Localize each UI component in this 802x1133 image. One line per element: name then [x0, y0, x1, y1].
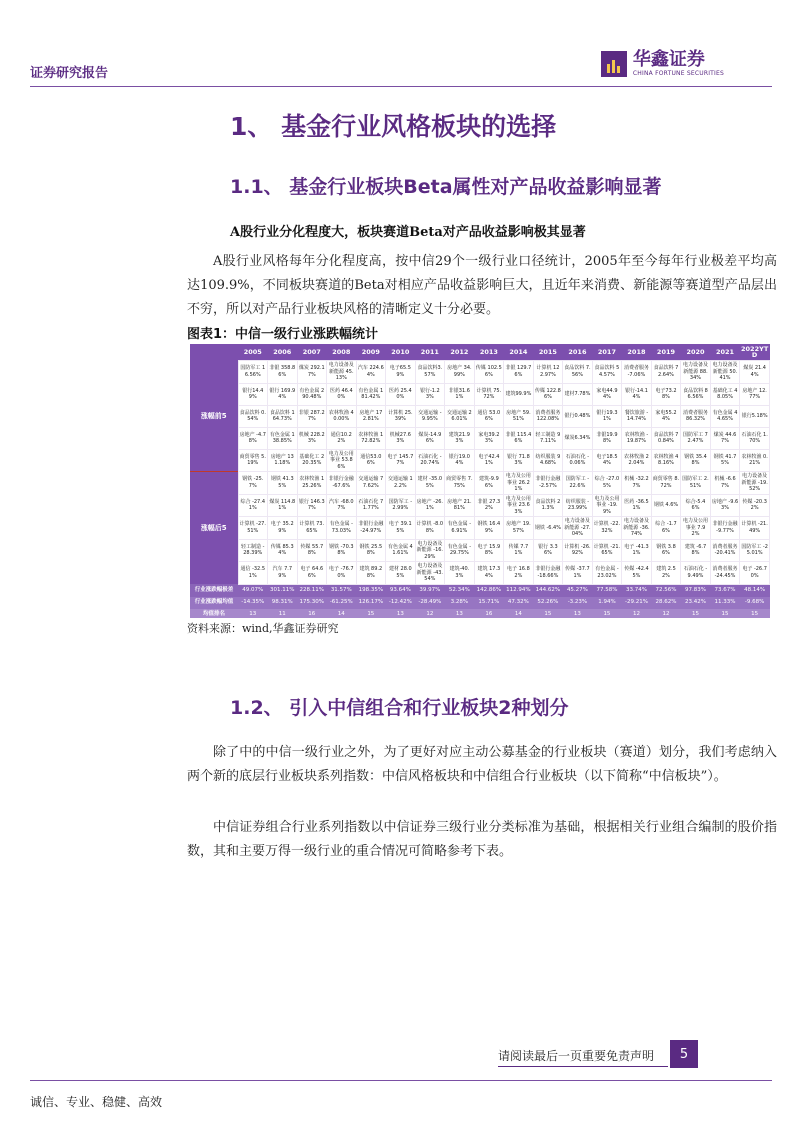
summary-row-label: 均值排名: [190, 609, 238, 619]
table-cell: 非银行金融 -9.77%: [710, 517, 740, 540]
table-cell: 机械 228.23%: [297, 427, 327, 449]
table-cell: 汽车 7.79%: [268, 562, 298, 585]
table-cell: 传媒 -20.32%: [740, 494, 770, 517]
table-cell: 消费者服务 -7.06%: [622, 361, 652, 384]
table-cell: 房地产 -9.63%: [710, 494, 740, 517]
table-cell: 计算机 25.39%: [386, 405, 416, 427]
table-cell: 农林牧渔 40.00%: [327, 405, 357, 427]
table-cell: 有色金属 -6.91%: [445, 517, 475, 540]
table-cell: 计算机 -27.51%: [238, 517, 268, 540]
table-cell: 轻工制造 -28.39%: [238, 539, 268, 562]
summary-cell: 98.31%: [268, 597, 298, 609]
table-cell: 消费者服务 -20.41%: [710, 539, 740, 562]
table-cell: 煤炭 114.81%: [268, 494, 298, 517]
table-cell: 电子65.59%: [386, 361, 416, 384]
table-cell: 基础化工 48.05%: [710, 383, 740, 405]
table-cell: 消费者服务 122.08%: [533, 405, 563, 427]
table-cell: 银行19.31%: [592, 405, 622, 427]
table-cell: 房地产 59.51%: [504, 405, 534, 427]
table-cell: 电力设备及新能源 -19.52%: [741, 473, 768, 492]
summary-cell: 15: [356, 609, 386, 619]
summary-cell: 13: [238, 609, 268, 619]
table-cell: 银行14.49%: [238, 383, 268, 405]
table-cell: 非银 287.27%: [297, 405, 327, 427]
year-header: 2020: [681, 344, 711, 361]
table-cell: 通信10.22%: [327, 427, 357, 449]
table-cell: 商贸零售 7.75%: [445, 472, 475, 495]
table-cell: 房地产 -26.1%: [415, 494, 445, 517]
table-cell: 消费者服务 -24.45%: [710, 562, 740, 585]
table-cell: 食品饮料 86.56%: [681, 383, 711, 405]
section-1-2-paragraph-1: 除了中的中信一级行业之外，为了更好对应主动公募基金的行业板块（赛道）划分，我们考虑纳入两个新的底层行业板块系列指数：中信风格板块和中信组合行业板块（以下简称“中信板块”）。: [187, 745, 777, 784]
table-cell: 国防军工 72.47%: [681, 427, 711, 449]
table-cell: 石油石化 -20.74%: [415, 449, 445, 472]
summary-cell: 73.67%: [710, 584, 740, 597]
table-cell: 有色金属 181.42%: [356, 383, 386, 405]
table-cell: 非银19.98%: [592, 427, 622, 449]
table-cell: 电力及公用事业 26.21%: [504, 472, 534, 495]
table-cell: 食品饮料 54.57%: [592, 361, 622, 384]
year-header: 2007: [297, 344, 327, 361]
table-cell: 电子 -41.31%: [622, 539, 652, 562]
summary-cell: 11: [268, 609, 298, 619]
table-cell: 石油石化 -9.49%: [681, 562, 711, 585]
table-cell: 钢铁 -25.7%: [238, 472, 268, 495]
summary-cell: 15: [533, 609, 563, 619]
table-cell: 银行5.18%: [740, 405, 770, 427]
year-header: 2022YTD: [741, 344, 769, 359]
table-cell: 钢铁 25.58%: [356, 539, 386, 562]
summary-cell: 1.94%: [592, 597, 622, 609]
summary-cell: 15.71%: [474, 597, 504, 609]
table-cell: 房地产 34.99%: [445, 361, 475, 384]
table-cell: 计算机 -21.49%: [740, 517, 770, 540]
summary-cell: 228.11%: [297, 584, 327, 597]
table-cell: 家电39.23%: [474, 427, 504, 449]
summary-cell: 3.28%: [445, 597, 475, 609]
table-cell: 有色金属 44.65%: [710, 405, 740, 427]
table-cell: 石油石化 71.77%: [356, 494, 386, 517]
summary-row-label: 行业涨跌幅极差: [190, 584, 238, 597]
summary-cell: 142.86%: [474, 584, 504, 597]
summary-cell: 198.35%: [356, 584, 386, 597]
table-cell: 医药 -36.51%: [622, 494, 652, 517]
table-cell: 电力及公用事业 53.86%: [327, 449, 357, 472]
table-cell: 家电44.94%: [592, 383, 622, 405]
table-cell: 电子73.28%: [651, 383, 681, 405]
table-cell: 钢铁 -6.4%: [533, 517, 563, 540]
table-cell: 电子 -26.70%: [740, 562, 770, 585]
table-cell: 非银行金融 -24.97%: [356, 517, 386, 540]
table-cell: 非银31.61%: [445, 383, 475, 405]
year-header: 2015: [533, 344, 563, 361]
table-cell: 传媒 85.34%: [268, 539, 298, 562]
summary-cell: 49.07%: [238, 584, 268, 597]
table-cell: 综合-5.46%: [681, 494, 711, 517]
table-cell: 煤炭 44.67%: [710, 427, 740, 449]
year-header: 2016: [563, 344, 593, 361]
table-cell: 电力设备及新能源 -27.04%: [564, 518, 591, 537]
table-cell: 银行0.48%: [563, 405, 593, 427]
summary-cell: 48.14%: [740, 584, 770, 597]
year-header: 2011: [415, 344, 445, 361]
table-cell: 食品饮料 164.73%: [268, 405, 298, 427]
table-cell: 商贸零售 5.19%: [238, 449, 268, 472]
year-header: 2019: [651, 344, 681, 361]
table-cell: 国防军工 -22.6%: [563, 472, 593, 495]
summary-cell: 47.32%: [504, 597, 534, 609]
table-cell: 钢铁 41.75%: [710, 449, 740, 472]
table-cell: 建筑 89.28%: [356, 562, 386, 585]
table-cell: 建筑 17.34%: [474, 562, 504, 585]
summary-cell: -9.68%: [740, 597, 770, 609]
table-cell: 食品饮料 0.54%: [238, 405, 268, 427]
table-cell: 农林牧渔 125.26%: [297, 472, 327, 495]
table-cell: 有色金属 290.48%: [297, 383, 327, 405]
table-cell: 计算机 -21.65%: [592, 539, 622, 562]
table-cell: 房地产 12.77%: [740, 383, 770, 405]
table-cell: 钢铁 3.86%: [651, 539, 681, 562]
summary-cell: 45.27%: [563, 584, 593, 597]
table-cell: 银行 71.83%: [504, 449, 534, 472]
table-cell: 银行 146.37%: [297, 494, 327, 517]
table-cell: 房地产 19.57%: [504, 517, 534, 540]
table-cell: 农林牧渔 172.82%: [356, 427, 386, 449]
table-cell: 石油石化 1.70%: [740, 427, 770, 449]
table-cell: 电子 145.77%: [386, 449, 416, 472]
table-cell: 传媒 55.78%: [297, 539, 327, 562]
table-cell: 钢铁 -70.38%: [327, 539, 357, 562]
table-cell: 电子 64.66%: [297, 562, 327, 585]
table-cell: 机械 -6.67%: [710, 472, 740, 495]
table-cell: 食品饮料3.57%: [415, 361, 445, 384]
table-cell: 电子 39.15%: [386, 517, 416, 540]
summary-cell: 23.42%: [681, 597, 711, 609]
summary-cell: 93.64%: [386, 584, 416, 597]
table-cell: 电子 15.98%: [474, 539, 504, 562]
table-cell: 交通运输 77.62%: [356, 472, 386, 495]
table-cell: 电子 -76.70%: [327, 562, 357, 585]
summary-cell: 14: [504, 609, 534, 619]
table-cell: 交通运输 12.2%: [386, 472, 416, 495]
summary-cell: 15: [710, 609, 740, 619]
table-cell: 食品饮料 7.56%: [563, 361, 593, 384]
table-cell: 电力及公用事业 23.63%: [504, 494, 534, 517]
table-cell: 传媒 102.56%: [474, 361, 504, 384]
table-cell: 石油石化 -0.06%: [563, 449, 593, 472]
table-cell: 电力设备及新能源 -16.29%: [416, 540, 444, 560]
table-cell: 基础化工 220.35%: [297, 449, 327, 472]
year-header: 2013: [474, 344, 504, 361]
table-cell: 综合 -27.05%: [592, 472, 622, 495]
table-cell: 医药 46.40%: [327, 383, 357, 405]
summary-cell: 16: [297, 609, 327, 619]
year-header: 2005: [238, 344, 268, 361]
table-cell: 传媒 122.86%: [533, 383, 563, 405]
table-cell: 有色金属 -23.02%: [592, 562, 622, 585]
table-cell: 有色金属 -29.75%: [445, 539, 475, 562]
logo-icon: [601, 51, 627, 77]
summary-cell: -12.42%: [386, 597, 416, 609]
summary-row-label: 行业涨跌幅均值: [190, 597, 238, 609]
table-cell: 纺织服装 -23.99%: [563, 494, 593, 517]
table-cell: 银行19.04%: [445, 449, 475, 472]
table-cell: 通信 53.06%: [474, 405, 504, 427]
table-cell: 计算机 -8.08%: [415, 517, 445, 540]
table-cell: 食品饮料 70.84%: [651, 427, 681, 449]
summary-cell: 15: [592, 609, 622, 619]
table-cell: 计算机 73.65%: [297, 517, 327, 540]
table-cell: 通信53.06%: [356, 449, 386, 472]
table-cell: 电力设备及新能源 -43.54%: [416, 563, 444, 582]
summary-cell: 97.83%: [681, 584, 711, 597]
section-1-2-paragraph-2: 中信证券组合行业系列指数以中信证券三级行业分类标准为基础，根据相关行业组合编制的股价指数，其和主要万得一级行业的重合情况可简略参考下表。: [187, 820, 777, 859]
table-cell: 轻工制造 97.11%: [533, 427, 563, 449]
summary-cell: 13: [445, 609, 475, 619]
table-cell: 农林牧渔 48.16%: [651, 449, 681, 472]
table-cell: 煤炭-14.96%: [415, 427, 445, 449]
figure-1-source: 资料来源：wind,华鑫证券研究: [187, 622, 339, 635]
table-cell: 煤炭 292.17%: [297, 361, 327, 384]
table-cell: 计算机 122.97%: [533, 361, 563, 384]
table-cell: 银行-14.14%: [622, 383, 652, 405]
table-cell: 建筑99.9%: [504, 383, 534, 405]
table-cell: 有色金属 41.61%: [386, 539, 416, 562]
year-header: 2014: [504, 344, 534, 361]
table-cell: 电子18.54%: [592, 449, 622, 472]
table-cell: 房地产 131.18%: [268, 449, 298, 472]
table-cell: 计算机 -22.32%: [592, 517, 622, 540]
year-header: 2018: [622, 344, 652, 361]
table-cell: 通信 -32.51%: [238, 562, 268, 585]
section-1-1-heading: 1.1、 基金行业板块Beta属性对产品收益影响显著: [230, 176, 662, 198]
table-cell: 电子42.41%: [474, 449, 504, 472]
table-cell: 房地产 172.81%: [356, 405, 386, 427]
summary-cell: 15: [681, 609, 711, 619]
summary-cell: 33.74%: [622, 584, 652, 597]
table-cell: 消费者服务 86.32%: [681, 405, 711, 427]
logo-name-cn: 华鑫证券: [632, 49, 705, 70]
summary-cell: 126.17%: [356, 597, 386, 609]
summary-cell: 52.34%: [445, 584, 475, 597]
figure-1-title: 图表1：中信一级行业涨跌幅统计: [187, 327, 379, 342]
section-1-2-heading: 1.2、 引入中信组合和行业板块2种划分: [230, 697, 569, 719]
summary-cell: 28.62%: [651, 597, 681, 609]
year-header: 2010: [386, 344, 416, 361]
table-cell: 汽车 224.64%: [356, 361, 386, 384]
table-cell: 国防军工 16.56%: [238, 361, 268, 384]
table-cell: 商贸零售 8.72%: [651, 472, 681, 495]
table-cell: 医药 25.40%: [386, 383, 416, 405]
table-cell: 非银行金融 -2.57%: [533, 472, 563, 495]
table-cell: 综合 -1.76%: [651, 517, 681, 540]
summary-cell: -61.25%: [327, 597, 357, 609]
table-cell: 电力设备及新能源 50.41%: [710, 361, 740, 384]
table-cell: 电子 35.29%: [268, 517, 298, 540]
industry-return-table: [190, 344, 770, 618]
table-cell: 非银行金融 -67.6%: [327, 472, 357, 495]
table-cell: 国防军工 -25.01%: [740, 539, 770, 562]
table-cell: 国防军工 -2.99%: [386, 494, 416, 517]
summary-cell: -3.23%: [563, 597, 593, 609]
summary-cell: 16: [474, 609, 504, 619]
disclaimer-note: 请阅读最后一页重要免责声明: [498, 1049, 655, 1063]
table-cell: 建筑21.93%: [445, 427, 475, 449]
table-cell: 农林牧渔 -19.87%: [622, 427, 652, 449]
table-cell: 机械 -32.27%: [622, 472, 652, 495]
section-1-heading: 1、 基金行业风格板块的选择: [230, 112, 557, 141]
table-cell: 电子 16.82%: [504, 562, 534, 585]
table-cell: 计算机 -26.92%: [563, 539, 593, 562]
table-cell: 建筑 -6.78%: [681, 539, 711, 562]
table-cell: 建筑-9.96%: [474, 472, 504, 495]
table-cell: 食品饮料 72.64%: [651, 361, 681, 384]
table-cell: 综合 -27.41%: [238, 494, 268, 517]
summary-cell: 15: [740, 609, 770, 619]
table-cell: 有色金属 138.85%: [268, 427, 298, 449]
table-cell: 家电55.24%: [651, 405, 681, 427]
footer-divider: [30, 1080, 772, 1081]
summary-cell: 11.33%: [710, 597, 740, 609]
summary-cell: -29.21%: [622, 597, 652, 609]
summary-cell: 31.57%: [327, 584, 357, 597]
logo-name-en: CHINA FORTUNE SECURITIES: [632, 70, 724, 77]
table-cell: 煤炭6.34%: [563, 427, 593, 449]
section-1-1-paragraph: A股行业风格每年分化程度高，按中信29个一级行业口径统计，2005年至今每年行业极差平均高达109.9%，不同板块赛道的Beta对相应产品收益影响巨大，且近年来消费、新能源等赛道型产品层出不穷，所以对产品行业板块风格的清晰定义十分必要。: [187, 254, 777, 317]
table-cell: 建材7.78%: [563, 383, 593, 405]
table-cell: 建材 -35.05%: [415, 472, 445, 495]
year-header: 2006: [268, 344, 298, 361]
table-cell: 煤炭 21.44%: [740, 361, 770, 384]
table-cell: 传媒 -37.71%: [563, 562, 593, 585]
summary-cell: 52.26%: [533, 597, 563, 609]
table-cell: 计算机 75.72%: [474, 383, 504, 405]
table-cell: 建筑 2.52%: [651, 562, 681, 585]
summary-cell: -28.49%: [415, 597, 445, 609]
table-cell: 钢铁 4.6%: [651, 494, 681, 517]
summary-cell: 112.94%: [504, 584, 534, 597]
summary-cell: -14.35%: [238, 597, 268, 609]
group-label-bottom5: 涨幅后5: [190, 472, 238, 585]
table-cell: 电力设备及新能源 88.34%: [681, 361, 711, 384]
table-cell: 银行 169.94%: [268, 383, 298, 405]
summary-cell: 72.56%: [651, 584, 681, 597]
table-cell: 电力设备及新能源 -36.74%: [623, 518, 650, 537]
table-cell: 传媒 -42.45%: [622, 562, 652, 585]
header-divider: [30, 86, 772, 87]
table-cell: 农林牧渔 0.21%: [740, 449, 770, 472]
table-cell: 汽车 -68.07%: [327, 494, 357, 517]
table-cell: 电力设备及新能源 45.13%: [327, 361, 357, 384]
table-cell: 交通运输 26.01%: [445, 405, 475, 427]
footer-rule: [498, 1066, 668, 1067]
year-header: 2008: [327, 344, 357, 361]
summary-cell: 175.30%: [297, 597, 327, 609]
table-cell: 食品饮料 21.3%: [533, 494, 563, 517]
page-number: 5: [670, 1040, 698, 1068]
table-cell: 纺织服装 94.68%: [533, 449, 563, 472]
table-cell: 非银 27.32%: [474, 494, 504, 517]
company-motto: 诚信、专业、稳健、高效: [30, 1095, 163, 1109]
table-cell: 非银 129.76%: [504, 361, 534, 384]
table-cell: 钢铁 35.48%: [681, 449, 711, 472]
summary-cell: 12: [415, 609, 445, 619]
summary-cell: 13: [386, 609, 416, 619]
table-cell: 农林牧渔 22.04%: [622, 449, 652, 472]
table-cell: 建筑-40.3%: [445, 562, 475, 585]
table-cell: 非银 358.86%: [268, 361, 298, 384]
table-cell: 银行-1.23%: [415, 383, 445, 405]
company-logo: [601, 50, 724, 77]
summary-cell: 39.97%: [415, 584, 445, 597]
table-cell: 房地产 21.81%: [445, 494, 475, 517]
year-header: 2012: [445, 344, 475, 361]
summary-cell: 13: [563, 609, 593, 619]
table-cell: 国防军工 2.51%: [681, 472, 711, 495]
year-header: 2017: [592, 344, 622, 361]
table-cell: 传媒 7.71%: [504, 539, 534, 562]
table-cell: 电力及公用事业 7.92%: [681, 517, 711, 540]
table-cell: 银行 3.36%: [533, 539, 563, 562]
report-type-label: 证券研究报告: [30, 66, 109, 81]
table-cell: 电力及公用事业 -19.9%: [592, 494, 622, 517]
table-cell: 交通运输 -9.95%: [415, 405, 445, 427]
year-header: 2021: [710, 344, 740, 361]
table-cell: 建材 28.05%: [386, 562, 416, 585]
summary-cell: 14: [327, 609, 357, 619]
table-cell: 非银 115.46%: [504, 427, 534, 449]
section-1-1-subtitle: A股行业分化程度大，板块赛道Beta对产品收益影响极其显著: [230, 225, 586, 240]
year-header: 2009: [356, 344, 386, 361]
summary-cell: 144.62%: [533, 584, 563, 597]
table-cell: 机械27.63%: [386, 427, 416, 449]
summary-cell: 12: [651, 609, 681, 619]
table-cell: 钢铁 41.35%: [268, 472, 298, 495]
table-cell: 有色金属 -73.03%: [327, 517, 357, 540]
table-cell: 非银行金融 -18.66%: [533, 562, 563, 585]
table-cell: 钢铁 16.49%: [474, 517, 504, 540]
table-cell: 房地产 -4.78%: [238, 427, 268, 449]
summary-cell: 12: [622, 609, 652, 619]
summary-cell: 77.58%: [592, 584, 622, 597]
group-label-top5: 涨幅前5: [190, 361, 238, 472]
summary-cell: 301.11%: [268, 584, 298, 597]
table-cell: 餐饮旅游 -14.74%: [622, 405, 652, 427]
